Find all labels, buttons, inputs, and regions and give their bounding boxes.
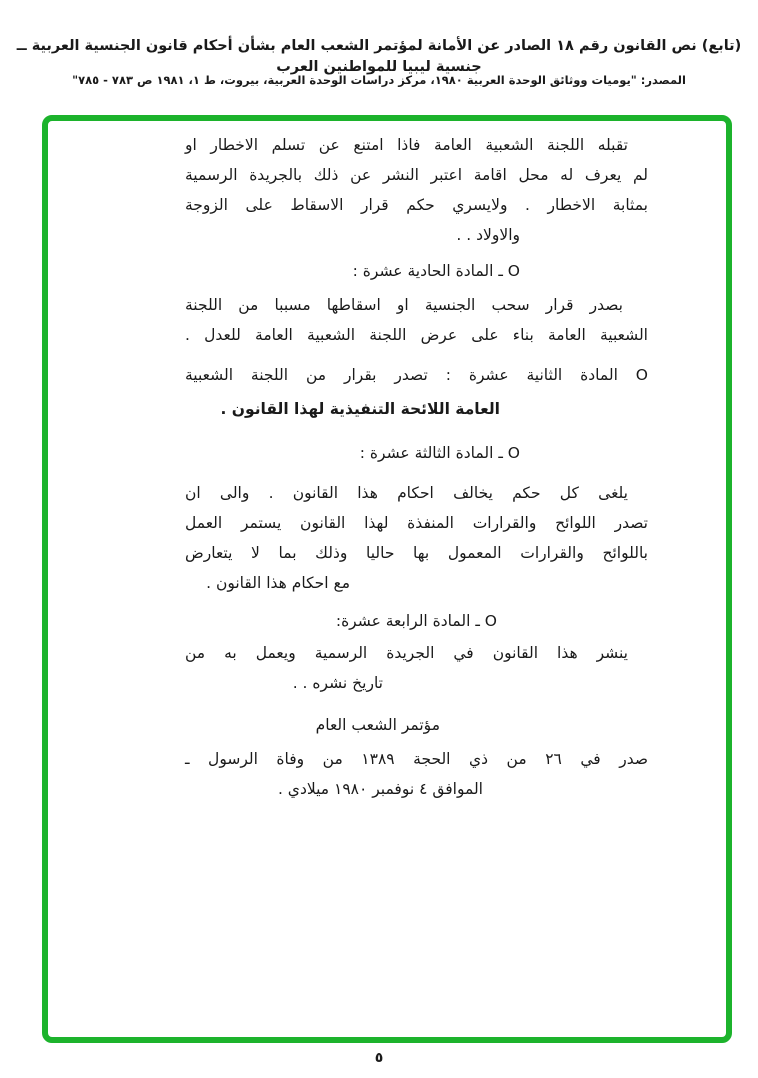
paragraph-line: بصدر قرار سحب الجنسية او اسقاطها مسببا من اللجنة — [185, 296, 623, 314]
paragraph-line: والاولاد . . — [456, 226, 520, 244]
hijri-date-line: صدر في ٢٦ من ذي الحجة ١٣٨٩ من وفاة الرسول ـ — [185, 750, 648, 768]
paragraph-line: بمثابة الاخطار . ولايسري حكم قرار الاسقاط على الزوجة — [185, 196, 648, 214]
article-12-heading-and-text: O المادة الثانية عشرة : تصدر بقرار من اللجنة الشعبية — [185, 366, 648, 384]
paragraph-line: تقبله اللجنة الشعبية العامة فاذا امتنع عن تسلم الاخطار او — [185, 136, 628, 154]
paragraph-line: باللوائح والقرارات المعمول بها حاليا وذلك بما لا يتعارض — [185, 544, 648, 562]
paragraph-line: الشعبية العامة بناء على عرض اللجنة الشعبية العامة للعدل . — [185, 326, 648, 344]
paragraph-line: ينشر هذا القانون في الجريدة الرسمية ويعمل به من — [185, 644, 628, 662]
paragraph-line: تاريخ نشره . . — [292, 674, 383, 692]
document-body — [185, 130, 648, 804]
paragraph-line: لم يعرف له محل اقامة اعتبر النشر عن ذلك بالجريدة الرسمية — [185, 166, 648, 184]
article-14-heading: O ـ المادة الرابعة عشرة: — [335, 612, 497, 630]
signature-congress-line: مؤتمر الشعب العام — [315, 716, 440, 734]
gregorian-date-line: الموافق ٤ نوفمبر ١٩٨٠ ميلادي . — [277, 780, 483, 798]
executive-regulations-line: العامة اللائحة التنفيذية لهذا القانون . — [220, 400, 500, 418]
paragraph-line: مع احكام هذا القانون . — [206, 574, 350, 592]
paragraph-line: يلغى كل حكم يخالف احكام هذا القانون . والى ان — [185, 484, 628, 502]
header-source-line: المصدر: "يوميات ووثائق الوحدة العربية ١٩٨٠، مركز دراسات الوحدة العربية، بيروت، ط ١، ١٩٨١ ص ٧٨٣ - ٧٨٥" — [72, 73, 686, 87]
article-11-heading: O ـ المادة الحادية عشرة : — [352, 262, 520, 280]
page-number: ٥ — [374, 1050, 384, 1066]
header-title-line: (تابع) نص القانون رقم ١٨ الصادر عن الأمانة لمؤتمر الشعب العام بشأن أحكام قانون الجنسية العربية ــ جنسية ليبيا للمواطنين العرب — [16, 38, 742, 75]
article-13-heading: O ـ المادة الثالثة عشرة : — [359, 444, 520, 462]
paragraph-line: تصدر اللوائح والقرارات المنفذة لهذا القانون يستمر العمل — [185, 514, 648, 532]
